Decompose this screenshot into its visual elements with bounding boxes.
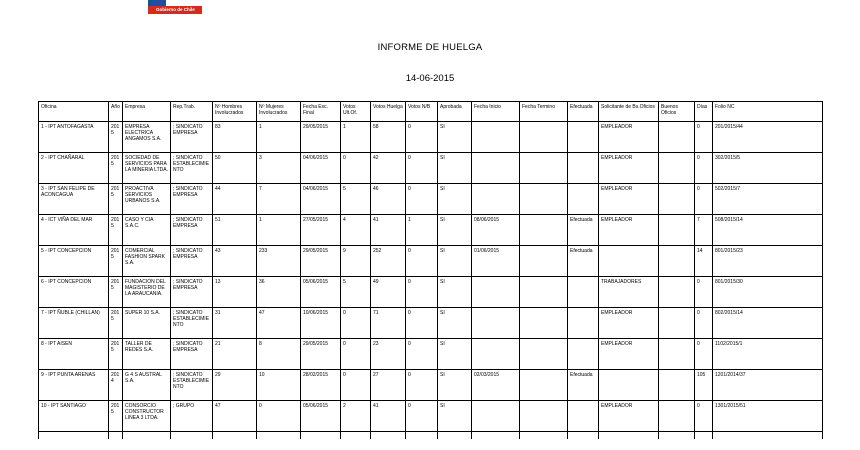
table-row: [39, 122, 823, 153]
cell-rep-trab: ; SINDICATO EMPRESA: [171, 277, 213, 308]
col-header-hombres: Nº Hombres Involucrados: [213, 102, 257, 122]
cell-anio: 2015: [109, 122, 123, 153]
cell-votos-huelga: 71: [371, 308, 406, 339]
cell-aprobada: SI: [438, 339, 472, 370]
col-header-fecha-termino: Fecha Termino: [520, 102, 568, 122]
cell-fecha-exc: 05/06/2015: [301, 401, 341, 432]
report-date: 14-06-2015: [405, 73, 455, 84]
cell-rep-trab: ; SINDICATO ESTABLECIMIENTO: [171, 153, 213, 184]
cell-dias: 105: [695, 370, 713, 401]
cell-fecha-inicio: [472, 153, 520, 184]
cell-buenos-oficios: [659, 401, 695, 432]
cell-dias: 0: [695, 122, 713, 153]
cell-partial: [599, 432, 659, 440]
cell-hombres: 50: [213, 153, 257, 184]
cell-folio: 508/2015/14: [713, 215, 823, 246]
cell-solicitante: EMPLEADOR: [599, 184, 659, 215]
cell-hombres: 44: [213, 184, 257, 215]
col-header-oficina: Oficina: [39, 102, 109, 122]
cell-mujeres: 3: [257, 153, 301, 184]
cell-oficina: 5 - IPT CONCEPCION: [39, 246, 109, 277]
cell-partial: [213, 432, 257, 440]
cell-fecha-exc: 29/05/2015: [301, 122, 341, 153]
cell-empresa: SOCIEDAD DE SERVICIOS PARA LA MINERIA LTDA.: [123, 153, 171, 184]
cell-oficina: 8 - IPT AISEN: [39, 339, 109, 370]
cell-mujeres: 7: [257, 184, 301, 215]
cell-fecha-exc: 05/06/2015: [301, 277, 341, 308]
cell-fecha-inicio: [472, 184, 520, 215]
table-row: [39, 246, 823, 277]
cell-dias: 0: [695, 184, 713, 215]
cell-buenos-oficios: [659, 308, 695, 339]
cell-fecha-inicio: [472, 401, 520, 432]
cell-buenos-oficios: [659, 122, 695, 153]
cell-fecha-exc: 04/06/2015: [301, 184, 341, 215]
cell-votos-huelga: 41: [371, 401, 406, 432]
cell-buenos-oficios: [659, 153, 695, 184]
cell-anio: 2015: [109, 308, 123, 339]
col-header-votos-huelga: Votos Huelga: [371, 102, 406, 122]
cell-votos-ult: 2: [341, 401, 371, 432]
cell-anio: 2015: [109, 401, 123, 432]
cell-efectuada: [568, 153, 599, 184]
table-header-row: [39, 102, 823, 122]
cell-oficina: 2 - IPT CHAÑARAL: [39, 153, 109, 184]
cell-votos-nb: 0: [406, 308, 438, 339]
cell-votos-huelga: 58: [371, 122, 406, 153]
cell-votos-huelga: 42: [371, 153, 406, 184]
cell-oficina: 9 - IPT PUNTA ARENAS: [39, 370, 109, 401]
cell-mujeres: 36: [257, 277, 301, 308]
cell-empresa: G 4 S AUSTRAL S.A.: [123, 370, 171, 401]
cell-aprobada: SI: [438, 370, 472, 401]
cell-votos-huelga: 23: [371, 339, 406, 370]
table-row: [39, 401, 823, 432]
cell-fecha-termino: [520, 246, 568, 277]
cell-partial: [301, 432, 341, 440]
cell-anio: 2015: [109, 184, 123, 215]
cell-folio: 302/2015/5: [713, 153, 823, 184]
cell-partial: [39, 432, 109, 440]
cell-oficina: 7 - IPT ÑUBLE (CHILLAN): [39, 308, 109, 339]
cell-votos-nb: 1: [406, 215, 438, 246]
cell-votos-ult: 0: [341, 339, 371, 370]
cell-fecha-exc: 28/02/2015: [301, 370, 341, 401]
cell-fecha-termino: [520, 215, 568, 246]
cell-efectuada: Efectuada: [568, 370, 599, 401]
cell-votos-ult: 0: [341, 308, 371, 339]
cell-votos-ult: 1: [341, 122, 371, 153]
cell-votos-nb: 0: [406, 370, 438, 401]
cell-oficina: 10 - IPT SANTIAGO: [39, 401, 109, 432]
cell-mujeres: 1: [257, 122, 301, 153]
cell-rep-trab: ; SINDICATO EMPRESA: [171, 215, 213, 246]
cell-votos-nb: 0: [406, 246, 438, 277]
cell-folio: 801/2015/30: [713, 277, 823, 308]
cell-aprobada: SI: [438, 401, 472, 432]
cell-votos-nb: 0: [406, 277, 438, 308]
cell-fecha-exc: 27/05/2015: [301, 215, 341, 246]
cell-fecha-exc: 29/05/2015: [301, 246, 341, 277]
cell-hombres: 31: [213, 308, 257, 339]
cell-dias: 0: [695, 277, 713, 308]
cell-fecha-exc: 04/06/2015: [301, 153, 341, 184]
col-header-anio: Año: [109, 102, 123, 122]
cell-fecha-termino: [520, 370, 568, 401]
table-row: [39, 215, 823, 246]
cell-fecha-inicio: [472, 339, 520, 370]
col-header-buenos-oficios: Buenos Oficios: [659, 102, 695, 122]
cell-buenos-oficios: [659, 370, 695, 401]
cell-anio: 2015: [109, 339, 123, 370]
cell-fecha-inicio: 01/06/2015: [472, 246, 520, 277]
cell-rep-trab: ; SINDICATO ESTABLECIMIENTO: [171, 308, 213, 339]
cell-dias: 0: [695, 401, 713, 432]
cell-hombres: 47: [213, 401, 257, 432]
cell-partial: [472, 432, 520, 440]
col-header-dias: Días: [695, 102, 713, 122]
cell-efectuada: [568, 339, 599, 370]
cell-mujeres: 8: [257, 339, 301, 370]
cell-fecha-termino: [520, 184, 568, 215]
cell-fecha-termino: [520, 122, 568, 153]
cell-anio: 2015: [109, 215, 123, 246]
cell-votos-ult: 0: [341, 153, 371, 184]
cell-empresa: TALLER DE REDES S.A.: [123, 339, 171, 370]
cell-votos-nb: 0: [406, 184, 438, 215]
cell-partial: [520, 432, 568, 440]
cell-partial: [371, 432, 406, 440]
cell-aprobada: SI: [438, 153, 472, 184]
cell-rep-trab: ; SINDICATO EMPRESA: [171, 339, 213, 370]
cell-partial: [257, 432, 301, 440]
cell-votos-nb: 0: [406, 339, 438, 370]
cell-buenos-oficios: [659, 277, 695, 308]
cell-votos-ult: 0: [341, 370, 371, 401]
cell-folio: 201/2015/44: [713, 122, 823, 153]
cell-folio: 801/2015/23: [713, 246, 823, 277]
cell-fecha-exc: 10/06/2015: [301, 308, 341, 339]
cell-hombres: 43: [213, 246, 257, 277]
report-title: INFORME DE HUELGA: [377, 42, 483, 53]
cell-solicitante: EMPLEADOR: [599, 308, 659, 339]
cell-partial: [171, 432, 213, 440]
cell-empresa: FUNDACION DEL MAGISTERIO DE LA ARAUCANIA.: [123, 277, 171, 308]
col-header-fecha-exc: Fecha Exc. Final: [301, 102, 341, 122]
cell-rep-trab: ; SINDICATO EMPRESA: [171, 246, 213, 277]
table-row: [39, 339, 823, 370]
cell-partial: [695, 432, 713, 440]
col-header-rep-trab: Rep.Trab.: [171, 102, 213, 122]
government-logo: [148, 0, 202, 14]
cell-fecha-termino: [520, 277, 568, 308]
cell-mujeres: 47: [257, 308, 301, 339]
col-header-aprobada: Aprobada: [438, 102, 472, 122]
cell-votos-huelga: 41: [371, 215, 406, 246]
col-header-efectuada: Efectuada: [568, 102, 599, 122]
cell-hombres: 13: [213, 277, 257, 308]
cell-votos-ult: 5: [341, 184, 371, 215]
cell-folio: 802/2015/14: [713, 308, 823, 339]
cell-mujeres: 10: [257, 370, 301, 401]
cell-solicitante: EMPLEADOR: [599, 153, 659, 184]
cell-mujeres: 0: [257, 401, 301, 432]
cell-fecha-exc: 29/05/2015: [301, 339, 341, 370]
cell-aprobada: SI: [438, 277, 472, 308]
cell-aprobada: SI: [438, 308, 472, 339]
cell-hombres: 21: [213, 339, 257, 370]
cell-partial: [341, 432, 371, 440]
cell-votos-huelga: 46: [371, 184, 406, 215]
cell-efectuada: [568, 277, 599, 308]
cell-aprobada: SI: [438, 215, 472, 246]
cell-buenos-oficios: [659, 246, 695, 277]
table-row: [39, 370, 823, 401]
logo-label: Gobierno de Chile: [148, 6, 202, 14]
cell-dias: 0: [695, 308, 713, 339]
cell-empresa: CASO Y CIA S.A.C.: [123, 215, 171, 246]
cell-rep-trab: ; GRUPO: [171, 401, 213, 432]
cell-dias: 0: [695, 153, 713, 184]
cell-votos-ult: 4: [341, 215, 371, 246]
cell-votos-nb: 0: [406, 122, 438, 153]
cell-hombres: 83: [213, 122, 257, 153]
cell-votos-ult: 5: [341, 277, 371, 308]
cell-partial: [713, 432, 823, 440]
cell-efectuada: [568, 308, 599, 339]
cell-votos-nb: 0: [406, 153, 438, 184]
col-header-empresa: Empresa: [123, 102, 171, 122]
cell-fecha-termino: [520, 308, 568, 339]
cell-fecha-inicio: 08/06/2015: [472, 215, 520, 246]
cell-efectuada: [568, 184, 599, 215]
cell-rep-trab: ; SINDICATO EMPRESA: [171, 122, 213, 153]
cell-hombres: 51: [213, 215, 257, 246]
cell-oficina: 6 - IPT CONCEPCION: [39, 277, 109, 308]
cell-anio: 2014: [109, 370, 123, 401]
cell-efectuada: Efectuada: [568, 215, 599, 246]
cell-buenos-oficios: [659, 215, 695, 246]
col-header-solicitante: Solicitante de Bs.Oficios: [599, 102, 659, 122]
table-row: [39, 308, 823, 339]
col-header-fecha-inicio: Fecha Inicio: [472, 102, 520, 122]
cell-partial: [568, 432, 599, 440]
cell-votos-huelga: 49: [371, 277, 406, 308]
cell-fecha-inicio: [472, 122, 520, 153]
cell-empresa: EMPRESA ELECTRICA ANGAMOS S.A.: [123, 122, 171, 153]
table-row-partial: [39, 432, 823, 440]
cell-aprobada: SI: [438, 246, 472, 277]
cell-fecha-inicio: [472, 308, 520, 339]
strike-report-table: [38, 101, 823, 439]
cell-solicitante: EMPLEADOR: [599, 122, 659, 153]
cell-dias: 14: [695, 246, 713, 277]
cell-fecha-termino: [520, 339, 568, 370]
cell-efectuada: [568, 122, 599, 153]
cell-buenos-oficios: [659, 339, 695, 370]
cell-solicitante: EMPLEADOR: [599, 339, 659, 370]
cell-partial: [406, 432, 438, 440]
cell-fecha-inicio: [472, 277, 520, 308]
cell-buenos-oficios: [659, 184, 695, 215]
cell-partial: [438, 432, 472, 440]
cell-oficina: 3 - IPT SAN FELIPE DE ACONCAGUA: [39, 184, 109, 215]
cell-partial: [659, 432, 695, 440]
col-header-folio: Folio NC: [713, 102, 823, 122]
cell-mujeres: 233: [257, 246, 301, 277]
cell-solicitante: EMPLEADOR: [599, 401, 659, 432]
table-row: [39, 184, 823, 215]
table-row: [39, 153, 823, 184]
cell-hombres: 29: [213, 370, 257, 401]
cell-efectuada: Efectuada: [568, 246, 599, 277]
cell-partial: [109, 432, 123, 440]
cell-empresa: COMERCIAL FASHION SPARK S.A.: [123, 246, 171, 277]
cell-empresa: PROACTIVA SERVICIOS URBANOS S.A.: [123, 184, 171, 215]
cell-anio: 2015: [109, 246, 123, 277]
cell-anio: 2015: [109, 277, 123, 308]
cell-anio: 2015: [109, 153, 123, 184]
cell-efectuada: [568, 401, 599, 432]
cell-aprobada: SI: [438, 184, 472, 215]
table-row: [39, 277, 823, 308]
col-header-votos-ult: Votos Ult.Of.: [341, 102, 371, 122]
cell-folio: 1102/2015/1: [713, 339, 823, 370]
cell-dias: 7: [695, 215, 713, 246]
cell-votos-nb: 0: [406, 401, 438, 432]
cell-fecha-termino: [520, 153, 568, 184]
cell-folio: 502/2015/7: [713, 184, 823, 215]
cell-solicitante: [599, 246, 659, 277]
cell-solicitante: TRABAJADORES: [599, 277, 659, 308]
cell-oficina: 1 - IPT ANTOFAGASTA: [39, 122, 109, 153]
cell-folio: 1201/2014/37: [713, 370, 823, 401]
cell-solicitante: [599, 370, 659, 401]
cell-solicitante: EMPLEADOR: [599, 215, 659, 246]
cell-oficina: 4 - ICT VIÑA DEL MAR: [39, 215, 109, 246]
cell-mujeres: 1: [257, 215, 301, 246]
col-header-mujeres: Nº Mujeres Involucrados: [257, 102, 301, 122]
cell-rep-trab: ; SINDICATO EMPRESA: [171, 184, 213, 215]
cell-aprobada: SI: [438, 122, 472, 153]
cell-dias: 0: [695, 339, 713, 370]
cell-votos-huelga: 252: [371, 246, 406, 277]
cell-empresa: CONSORCIO CONSTRUCTOR LINEA 3 LTDA.: [123, 401, 171, 432]
cell-empresa: SUPER 10 S.A.: [123, 308, 171, 339]
cell-folio: 1301/2015/51: [713, 401, 823, 432]
cell-partial: [123, 432, 171, 440]
cell-rep-trab: ; SINDICATO ESTABLECIMIENTO: [171, 370, 213, 401]
cell-fecha-termino: [520, 401, 568, 432]
cell-votos-ult: 9: [341, 246, 371, 277]
cell-fecha-inicio: 02/03/2015: [472, 370, 520, 401]
cell-votos-huelga: 27: [371, 370, 406, 401]
col-header-votos-nb: Votos N/B: [406, 102, 438, 122]
